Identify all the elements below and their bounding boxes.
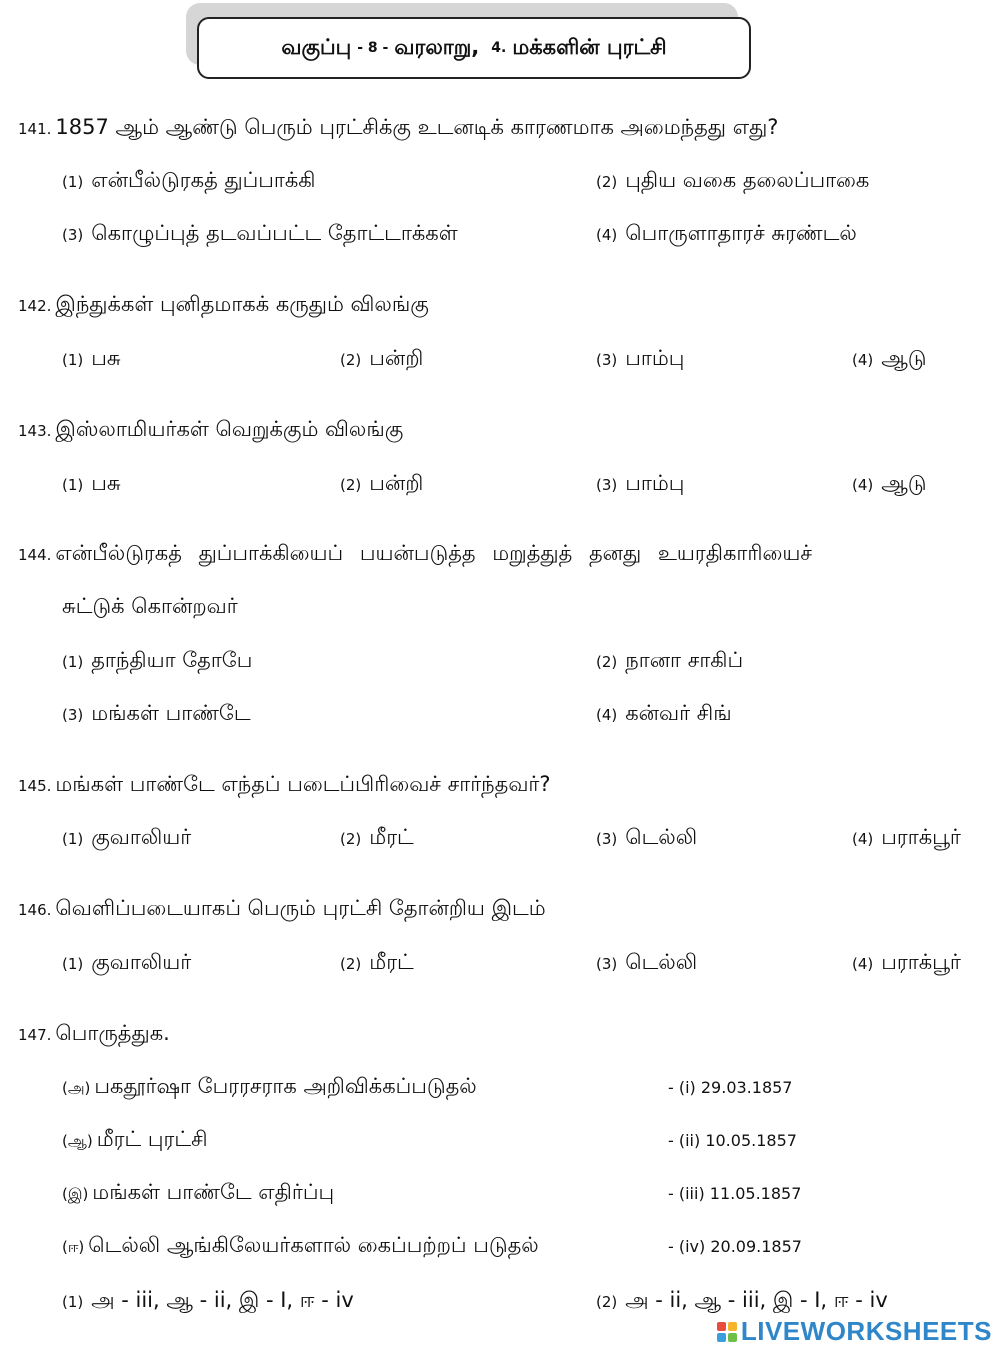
option-number: (4)	[852, 955, 874, 973]
option-text: ஆடு	[881, 346, 927, 370]
match-row	[62, 1074, 477, 1101]
title-part: வரலாறு,	[394, 34, 480, 59]
match-label: (ஆ)	[62, 1132, 93, 1150]
liveworksheets-logo-icon	[717, 1322, 737, 1342]
question-145	[18, 772, 551, 799]
match-value: - (ii) 10.05.1857	[668, 1131, 797, 1150]
option-text: பசு	[91, 346, 121, 370]
option-text: பாம்பு	[625, 471, 685, 495]
option-text: பொருளாதாரச் சுரண்டல்	[625, 221, 857, 245]
option[interactable]	[852, 825, 961, 852]
match-text: மீரட் புரட்சி	[96, 1127, 208, 1151]
question-146	[18, 896, 546, 923]
option[interactable]	[340, 346, 423, 373]
match-label: (இ)	[62, 1185, 89, 1203]
option-number: (4)	[596, 226, 618, 244]
option-number: (1)	[62, 173, 84, 191]
option[interactable]	[340, 950, 414, 977]
option[interactable]	[340, 471, 423, 498]
option-text: பராக்பூர்	[881, 950, 961, 974]
match-value: - (iii) 11.05.1857	[668, 1184, 802, 1203]
option[interactable]	[62, 346, 121, 373]
match-row	[62, 1180, 334, 1207]
match-text: மங்கள் பாண்டே எதிர்ப்பு	[92, 1180, 335, 1204]
option-number: (4)	[852, 476, 874, 494]
match-label: (அ)	[62, 1079, 91, 1097]
option[interactable]	[596, 1288, 888, 1315]
option-number: (2)	[340, 476, 362, 494]
option-number: (1)	[62, 653, 84, 671]
question-text: பொருத்துக.	[55, 1021, 170, 1045]
title-chapter-number: 4.	[491, 40, 507, 56]
option[interactable]	[596, 346, 684, 373]
option-number: (4)	[596, 706, 618, 724]
question-number: 143.	[18, 422, 52, 440]
match-row	[62, 1127, 208, 1154]
option-text: பன்றி	[369, 346, 424, 370]
option[interactable]	[62, 950, 191, 977]
option-text: கன்வர் சிங்	[625, 701, 732, 725]
liveworksheets-logo[interactable]	[717, 1316, 992, 1347]
option[interactable]	[62, 825, 191, 852]
question-141	[18, 115, 778, 142]
option[interactable]	[596, 701, 732, 728]
logo-square	[717, 1322, 726, 1331]
option[interactable]	[852, 471, 927, 498]
logo-square	[728, 1333, 737, 1342]
title-chapter: மக்களின் புரட்சி	[512, 34, 667, 59]
question-number: 145.	[18, 777, 52, 795]
option-number: (1)	[62, 830, 84, 848]
question-143	[18, 417, 403, 444]
question-text: வெளிப்படையாகப் பெரும் புரட்சி தோன்றிய இடம்	[55, 896, 546, 920]
question-text: என்பீல்டுரகத் துப்பாக்கியைப் பயன்படுத்த மறுத்துத் தனது உயரதிகாரியைச்	[55, 541, 813, 565]
option[interactable]	[62, 471, 121, 498]
option[interactable]	[62, 701, 251, 728]
option[interactable]	[596, 221, 857, 248]
option[interactable]	[596, 950, 697, 977]
option-text: என்பீல்டுரகத் துப்பாக்கி	[91, 168, 316, 192]
option-number: (3)	[596, 476, 618, 494]
option-number: (1)	[62, 476, 84, 494]
option-text: நானா சாகிப்	[625, 648, 744, 672]
match-text: டெல்லி ஆங்கிலேயர்களால் கைப்பற்றப் படுதல்	[88, 1233, 539, 1257]
match-label: (ஈ)	[62, 1238, 85, 1256]
question-text: மங்கள் பாண்டே எந்தப் படைப்பிரிவைச் சார்ந்தவர்?	[55, 772, 551, 796]
option-number: (3)	[62, 706, 84, 724]
question-number: 144.	[18, 546, 52, 564]
option[interactable]	[596, 648, 743, 675]
option-text: அ - iii, ஆ - ii, இ - I, ஈ - iv	[91, 1288, 354, 1312]
option-number: (3)	[596, 351, 618, 369]
option[interactable]	[596, 168, 869, 195]
question-number: 147.	[18, 1026, 52, 1044]
question-number: 141.	[18, 120, 52, 138]
question-147	[18, 1021, 170, 1048]
option-number: (2)	[340, 351, 362, 369]
logo-square	[717, 1333, 726, 1342]
option-text: மீரட்	[369, 825, 414, 849]
option-text: மீரட்	[369, 950, 414, 974]
option-number: (1)	[62, 351, 84, 369]
match-text: பகதூர்ஷா பேரரசராக அறிவிக்கப்படுதல்	[94, 1074, 477, 1098]
title-grade: - 8 -	[357, 40, 389, 56]
option[interactable]	[340, 825, 414, 852]
page-title	[197, 17, 751, 79]
question-number: 142.	[18, 297, 52, 315]
question-144	[18, 541, 812, 568]
option-number: (3)	[596, 830, 618, 848]
option-text: பாம்பு	[625, 346, 685, 370]
brand-name: LIVEWORKSHEETS	[740, 1316, 992, 1346]
option[interactable]	[852, 950, 961, 977]
match-value: - (iv) 20.09.1857	[668, 1237, 802, 1256]
match-row	[62, 1233, 539, 1260]
question-text: இந்துக்கள் புனிதமாகக் கருதும் விலங்கு	[55, 292, 429, 316]
option[interactable]	[852, 346, 927, 373]
option-number: (1)	[62, 1293, 84, 1311]
option-text: ஆடு	[881, 471, 927, 495]
option-number: (3)	[62, 226, 84, 244]
option-text: பசு	[91, 471, 121, 495]
question-number: 146.	[18, 901, 52, 919]
option[interactable]	[62, 221, 458, 248]
option[interactable]	[596, 825, 697, 852]
option-text: தாந்தியா தோபே	[91, 648, 253, 672]
option[interactable]	[62, 1288, 354, 1315]
question-142	[18, 292, 429, 319]
title-subject: வகுப்பு	[281, 34, 352, 59]
option-text: டெல்லி	[625, 825, 698, 849]
option-number: (4)	[852, 351, 874, 369]
option-number: (1)	[62, 955, 84, 973]
option-text: அ - ii, ஆ - iii, இ - I, ஈ - iv	[625, 1288, 888, 1312]
question-144-continued: சுட்டுக் கொன்றவர்	[62, 594, 238, 618]
question-text: 1857 ஆம் ஆண்டு பெரும் புரட்சிக்கு உடனடிக் காரணமாக அமைந்தது எது?	[55, 115, 779, 139]
option[interactable]	[596, 471, 684, 498]
logo-square	[728, 1322, 737, 1331]
option-text: குவாலியர்	[91, 825, 192, 849]
option-number: (2)	[596, 653, 618, 671]
option[interactable]	[62, 168, 316, 195]
option-number: (2)	[340, 955, 362, 973]
option-text: கொழுப்புத் தடவப்பட்ட தோட்டாக்கள்	[91, 221, 458, 245]
option-text: டெல்லி	[625, 950, 698, 974]
option-number: (2)	[596, 173, 618, 191]
option-number: (3)	[596, 955, 618, 973]
option-text: மங்கள் பாண்டே	[91, 701, 251, 725]
option-text: பராக்பூர்	[881, 825, 961, 849]
question-text: இஸ்லாமியர்கள் வெறுக்கும் விலங்கு	[55, 417, 404, 441]
match-value: - (i) 29.03.1857	[668, 1078, 793, 1097]
option-number: (4)	[852, 830, 874, 848]
option[interactable]	[62, 648, 252, 675]
option-number: (2)	[596, 1293, 618, 1311]
option-text: பன்றி	[369, 471, 424, 495]
option-text: புதிய வகை தலைப்பாகை	[625, 168, 870, 192]
option-number: (2)	[340, 830, 362, 848]
option-text: குவாலியர்	[91, 950, 192, 974]
